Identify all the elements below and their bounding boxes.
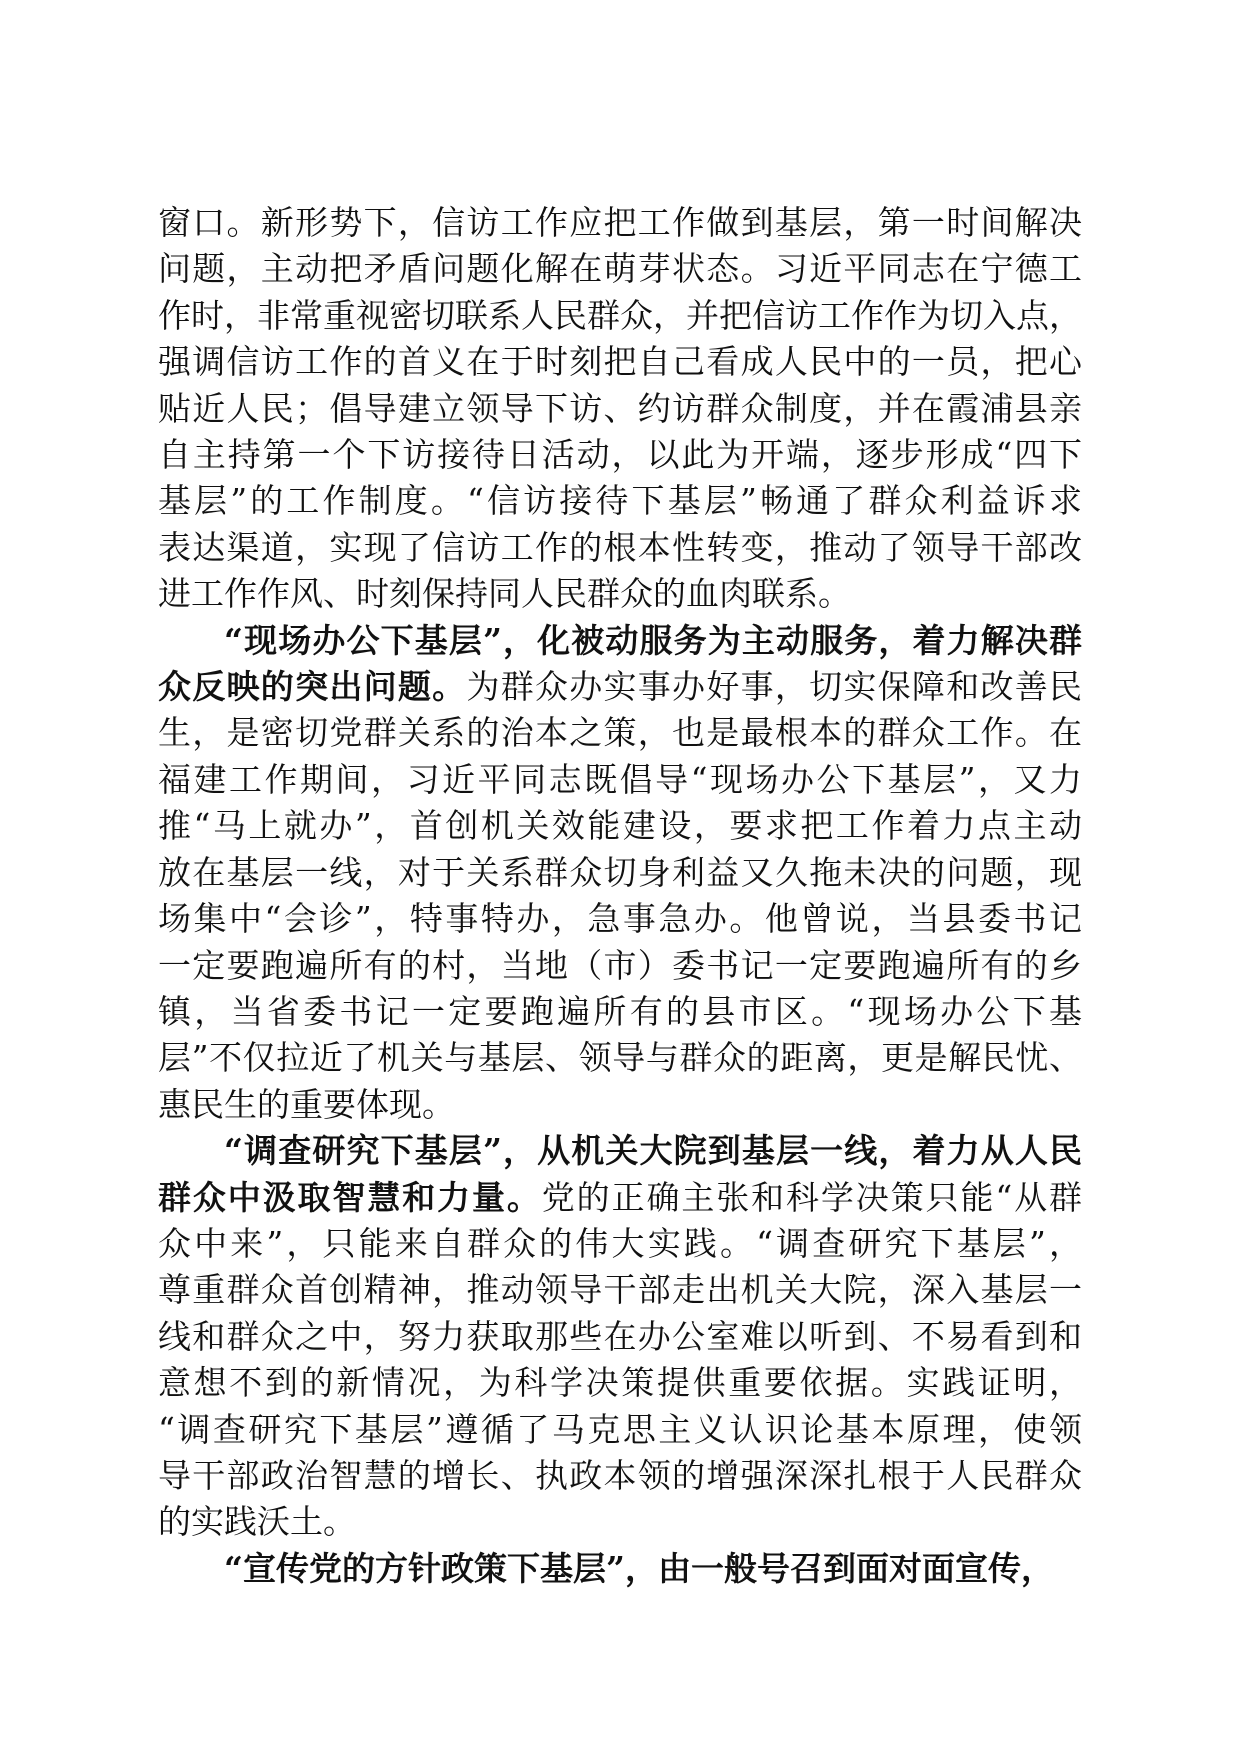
text-line: 福建工作期间，习近平同志既倡导“现场办公下基层”，又力 (158, 759, 1082, 799)
paragraph-heading: 群众中汲取智慧和力量。 (158, 1177, 542, 1217)
paragraph-xianchang-bangong (158, 618, 1082, 1128)
text-line: “调查研究下基层”遵循了马克思主义认识论基本原理，使领 (158, 1409, 1082, 1449)
paragraph-xuanchuan (158, 1546, 1082, 1592)
text-line: 层”不仅拉近了机关与基层、领导与群众的距离，更是解民忧、 (158, 1038, 1082, 1078)
text-line: 场集中“会诊”，特事特办，急事急办。他曾说，当县委书记 (158, 899, 1082, 939)
text-line: 作时，非常重视密切联系人民群众，并把信访工作作为切入点， (158, 295, 1082, 335)
text-line: 进工作作风、时刻保持同人民群众的血肉联系。 (158, 574, 851, 614)
text-line: 惠民生的重要体现。 (158, 1084, 455, 1124)
text-run: 党的正确主张和科学决策只能“从群 (541, 1177, 1083, 1217)
text-line: 导干部政治智慧的增长、执政本领的增强深深扎根于人民群众 (158, 1455, 1082, 1495)
text-line (158, 618, 1082, 664)
text-line: 线和群众之中，努力获取那些在办公室难以听到、不易看到和 (158, 1316, 1082, 1356)
paragraph-diaocha-yanjiu (158, 1128, 1082, 1546)
text-line: 贴近人民；倡导建立领导下访、约访群众制度，并在霞浦县亲 (158, 388, 1082, 428)
text-line (158, 1546, 1082, 1592)
text-line: 尊重群众首创精神，推动领导干部走出机关大院，深入基层一 (158, 1270, 1082, 1310)
text-line: 自主持第一个下访接待日活动，以此为开端，逐步形成“四下 (158, 435, 1082, 475)
paragraph-heading: “调查研究下基层”，从机关大院到基层一线，着力从人民 (224, 1131, 1082, 1171)
document-page (158, 200, 1082, 1592)
paragraph-xinfang (158, 200, 1082, 618)
text-line: 推“马上就办”，首创机关效能建设，要求把工作着力点主动 (158, 806, 1082, 846)
text-line: 一定要跑遍所有的村，当地（市）委书记一定要跑遍所有的乡 (158, 945, 1082, 985)
text-line (158, 1175, 1082, 1221)
text-run: 为群众办实事办好事，切实保障和改善民 (466, 667, 1083, 707)
text-line: 强调信访工作的首义在于时刻把自己看成人民中的一员，把心 (158, 342, 1082, 382)
paragraph-heading: “现场办公下基层”，化被动服务为主动服务，着力解决群 (224, 620, 1082, 660)
text-line: 众中来”，只能来自群众的伟大实践。“调查研究下基层”， (158, 1223, 1082, 1263)
paragraph-heading: “宣传党的方针政策下基层”，由一般号召到面对面宣传， (224, 1548, 1054, 1588)
text-line (158, 1128, 1082, 1174)
text-line: 问题，主动把矛盾问题化解在萌芽状态。习近平同志在宁德工 (158, 249, 1082, 289)
text-line: 基层”的工作制度。“信访接待下基层”畅通了群众利益诉求 (158, 481, 1082, 521)
text-line: 的实践沃土。 (158, 1502, 356, 1542)
text-line: 表达渠道，实现了信访工作的根本性转变，推动了领导干部改 (158, 527, 1082, 567)
text-line (158, 664, 1082, 710)
text-line: 放在基层一线，对于关系群众切身利益又久拖未决的问题，现 (158, 852, 1082, 892)
text-line: 意想不到的新情况，为科学决策提供重要依据。实践证明， (158, 1363, 1082, 1403)
paragraph-heading: 众反映的突出问题。 (158, 667, 467, 707)
text-line: 生，是密切党群关系的治本之策，也是最根本的群众工作。在 (158, 713, 1082, 753)
text-line: 镇，当省委书记一定要跑遍所有的县市区。“现场办公下基 (158, 991, 1082, 1031)
text-line: 窗口。新形势下，信访工作应把工作做到基层，第一时间解决 (158, 203, 1082, 242)
